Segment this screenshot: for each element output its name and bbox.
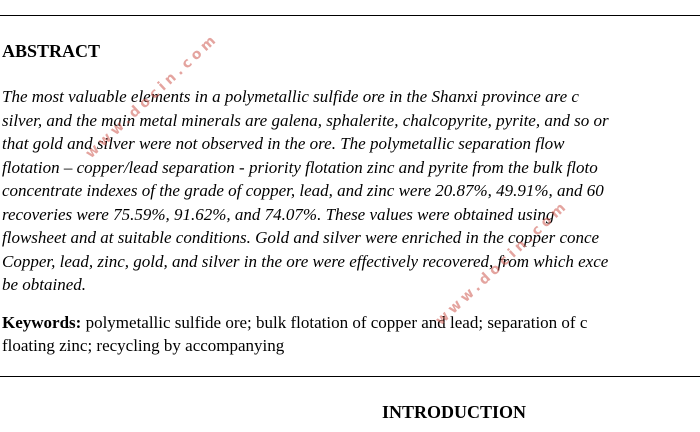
abstract-line: flotation – copper/lead separation - priority flotation zinc and pyrite from the bulk floto (2, 157, 598, 177)
watermark-logo: www.docin.com (432, 197, 573, 329)
keywords-line-1 (2, 311, 587, 334)
abstract-line: flowsheet and at suitable conditions. Gold and silver were enriched in the copper conce (2, 228, 600, 247)
abstract-line: concentrate indexes of the grade of copper, lead, and zinc were 20.87%, 49.91%, and 60 (2, 181, 604, 200)
abstract-body (2, 85, 700, 297)
abstract-heading: ABSTRACT (2, 41, 101, 61)
bottom-rule (0, 376, 700, 377)
abstract-line: silver, and the main metal minerals are galena, sphalerite, chalcopyrite, pyrite, and so or (2, 110, 609, 130)
keywords-label: Keywords: (2, 313, 82, 332)
abstract-line: recoveries were 75.59%, 91.62%, and 74.07%. These values were obtained using (2, 204, 555, 224)
keywords-paragraph (2, 311, 587, 357)
abstract-line: be obtained. (2, 275, 87, 294)
keywords-text-1: polymetallic sulfide ore; bulk flotation of copper and lead; separation of c (81, 313, 588, 332)
abstract-line: that gold and silver were not observed in the ore. The polymetallic separation flow (2, 134, 565, 153)
keywords-text-2: floating zinc; recycling by accompanying (2, 336, 285, 355)
introduction-heading: INTRODUCTION (382, 402, 527, 422)
abstract-line: Copper, lead, zinc, gold, and silver in the ore were effectively recovered, from which exce (2, 251, 609, 271)
top-rule (0, 15, 700, 16)
watermark-logo: www.docin.com (82, 30, 223, 162)
abstract-line: The most valuable elements in a polymetallic sulfide ore in the Shanxi province are c (2, 87, 579, 106)
